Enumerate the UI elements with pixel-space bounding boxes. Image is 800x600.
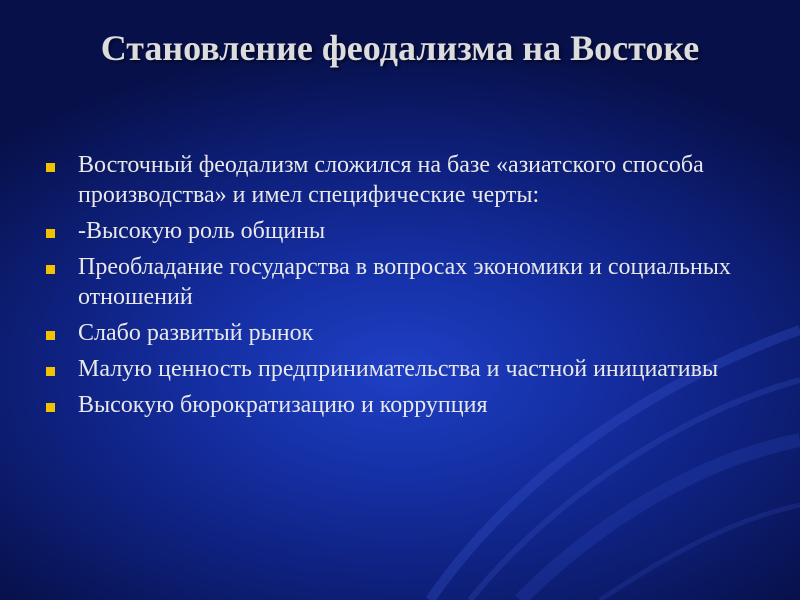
yellow-square-bullet-icon [46, 229, 55, 238]
slide-title: Становление феодализма на Востоке [100, 28, 700, 68]
list-item [40, 216, 760, 246]
bullet-text: Малую ценность предпринимательства и частной инициативы [78, 356, 719, 382]
bullet-list [40, 150, 760, 426]
yellow-square-bullet-icon [46, 403, 55, 412]
bullet-text: -Высокую роль общины [78, 218, 326, 244]
bullet-text: Высокую бюрократизацию и коррупция [78, 392, 488, 418]
yellow-square-bullet-icon [46, 331, 55, 340]
list-item [40, 390, 760, 420]
bullet-text: Восточный феодализм сложился на базе «азиатского способа производства» и имел специфические черты: [78, 152, 704, 208]
list-item [40, 252, 760, 312]
list-item [40, 150, 760, 210]
yellow-square-bullet-icon [46, 265, 55, 274]
bullet-text: Слабо развитый рынок [78, 320, 314, 346]
list-item [40, 318, 760, 348]
yellow-square-bullet-icon [46, 367, 55, 376]
yellow-square-bullet-icon [46, 163, 55, 172]
bullet-text: Преобладание государства в вопросах экономики и социальных отношений [78, 254, 731, 310]
list-item [40, 354, 760, 384]
